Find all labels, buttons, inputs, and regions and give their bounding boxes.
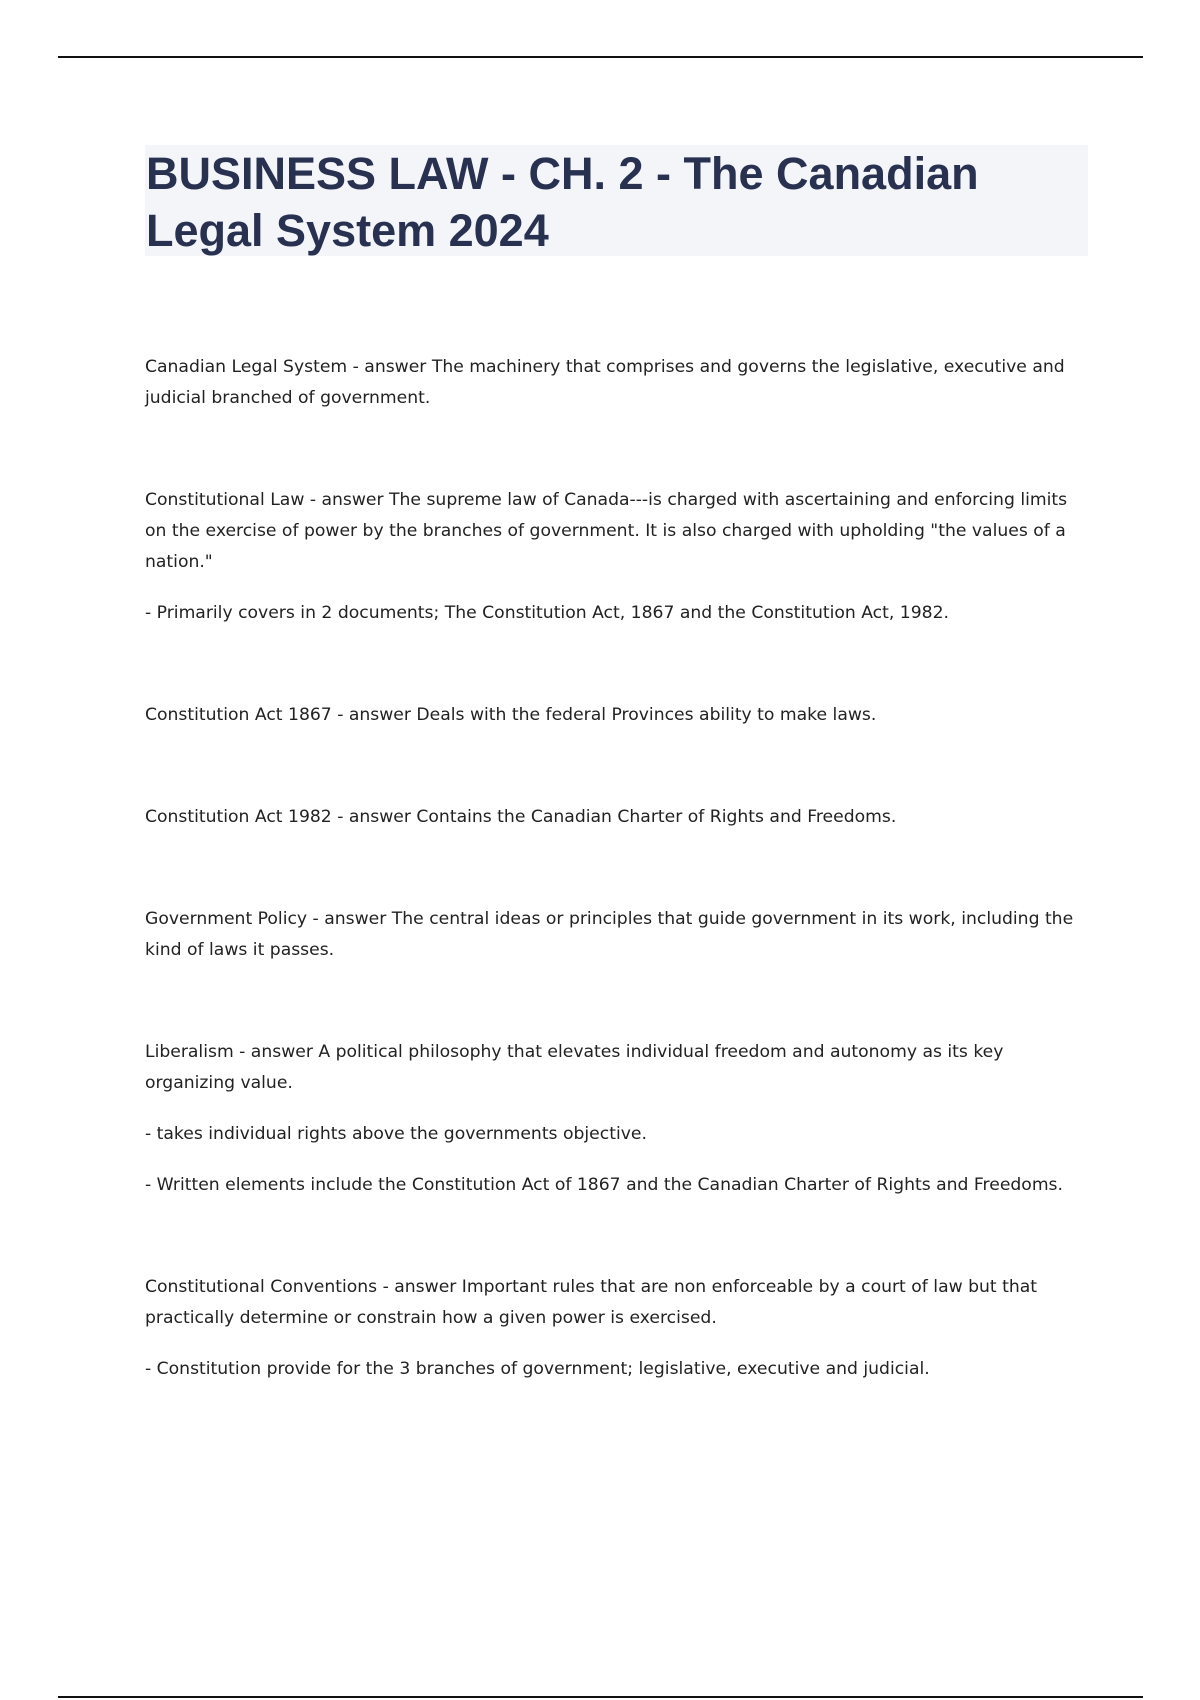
entry-canadian-legal-system xyxy=(145,352,1090,414)
bottom-rule xyxy=(58,1696,1143,1698)
definition-paragraph: Constitution Act 1982 - answer Contains the Canadian Charter of Rights and Freedoms. xyxy=(145,807,897,827)
entry-constitution-act-1867 xyxy=(145,700,1090,731)
entry-constitutional-conventions xyxy=(145,1272,1090,1385)
note-paragraph: - Constitution provide for the 3 branches of government; legislative, executive and judicial. xyxy=(145,1359,930,1379)
definition-paragraph: Canadian Legal System - answer The machinery that comprises and governs the legislative, executive and judicial branched of government. xyxy=(145,357,1065,408)
entry-government-policy xyxy=(145,904,1090,966)
entry-constitutional-law xyxy=(145,485,1090,629)
note-paragraph: - Primarily covers in 2 documents; The Constitution Act, 1867 and the Constitution Act, 1982. xyxy=(145,603,949,623)
top-rule xyxy=(58,56,1143,58)
definition-paragraph: Constitutional Law - answer The supreme law of Canada---is charged with ascertaining and enforcing limits on the exercise of power by the branches of government. It is also charged with upholding "the values of a nation." xyxy=(145,490,1068,572)
entry-liberalism xyxy=(145,1037,1090,1201)
definition-paragraph: Liberalism - answer A political philosophy that elevates individual freedom and autonomy as its key organizing value. xyxy=(145,1042,1004,1093)
note-paragraph: - Written elements include the Constitution Act of 1867 and the Canadian Charter of Rights and Freedoms. xyxy=(145,1175,1063,1195)
note-paragraph: - takes individual rights above the governments objective. xyxy=(145,1124,647,1144)
definition-paragraph: Constitutional Conventions - answer Important rules that are non enforceable by a court of law but that practically determine or constrain how a given power is exercised. xyxy=(145,1277,1038,1328)
definition-paragraph: Constitution Act 1867 - answer Deals with the federal Provinces ability to make laws. xyxy=(145,705,877,725)
document-body xyxy=(145,352,1090,1385)
entry-constitution-act-1982 xyxy=(145,802,1090,833)
document-title: BUSINESS LAW - CH. 2 - The Canadian Legal System 2024 xyxy=(146,148,979,256)
definition-paragraph: Government Policy - answer The central ideas or principles that guide government in its work, including the kind of laws it passes. xyxy=(145,909,1074,960)
